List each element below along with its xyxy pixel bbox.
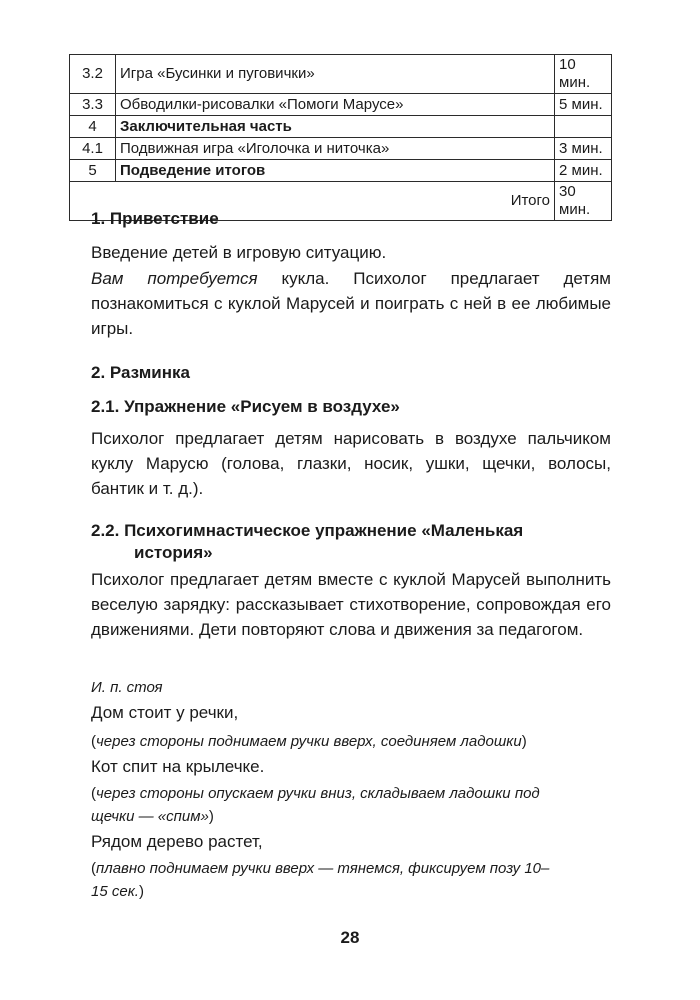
subsection-2-1-heading-wrap <box>91 396 400 418</box>
section-2-heading: 2. Разминка <box>91 363 190 382</box>
section-2-heading-wrap <box>91 362 190 384</box>
row-activity-cell: Подвижная игра «Иголочка и ниточка» <box>116 138 555 160</box>
table-row <box>70 160 612 182</box>
subsection-2-2-text: Психолог предлагает детям вместе с куклой Марусей выполнить веселую зарядку: рассказывает стихотворение, сопровождая его движениями. Дети повторяют слова и движения за педагогом. <box>91 570 611 639</box>
row-activity-cell: Игра «Бусинки и пуговички» <box>116 55 555 94</box>
poem-start-position: И. п. стоя <box>91 679 163 696</box>
row-activity-cell: Подведение итогов <box>116 160 555 182</box>
total-label: Итого <box>70 182 555 221</box>
poem-note-1-text: через стороны поднимаем ручки вверх, соединяем ладошки <box>96 733 522 750</box>
table-row <box>70 138 612 160</box>
subsection-2-2-heading-line1: 2.2. Психогимнастическое упражнение «Маленькая <box>91 521 524 540</box>
row-activity-cell: Заключительная часть <box>116 116 555 138</box>
row-duration-cell: 2 мин. <box>555 160 612 182</box>
poem-line-3: Рядом дерево растет, <box>91 832 263 851</box>
table-row <box>70 55 612 94</box>
table-row <box>70 94 612 116</box>
subsection-2-1-text: Психолог предлагает детям нарисовать в воздухе пальчиком куклу Марусю (голова, глазки, носик, ушки, щечки, волосы, бантик и т. д.). <box>91 429 611 498</box>
total-value: 30 мин. <box>555 182 612 221</box>
section-1-intro: Введение детей в игровую ситуацию. <box>91 243 387 262</box>
row-number-cell: 4.1 <box>70 138 116 160</box>
row-duration-cell: 5 мин. <box>555 94 612 116</box>
row-number-cell: 4 <box>70 116 116 138</box>
section-1-heading-wrap <box>91 208 219 230</box>
subsection-2-2-heading-line2: история» <box>134 543 213 562</box>
row-number-cell: 5 <box>70 160 116 182</box>
lesson-plan-table <box>69 54 612 221</box>
poem-note-3: (плавно поднимаем ручки вверх — тянемся, фиксируем позу 10–15 сек.) <box>91 860 550 900</box>
row-number-cell: 3.3 <box>70 94 116 116</box>
row-activity-cell: Обводилки-рисовалки «Помоги Марусе» <box>116 94 555 116</box>
materials-text: кукла. Психолог предлагает детям познакомиться с куклой Марусей и поиграть с ней в ее любимые игры. <box>91 269 611 338</box>
subsection-2-1-heading: 2.1. Упражнение «Рисуем в воздухе» <box>91 397 400 416</box>
row-number-cell: 3.2 <box>70 55 116 94</box>
section-1-heading: 1. Приветствие <box>91 209 219 228</box>
poem-note-2: (через стороны опускаем ручки вниз, складываем ладошки под щечки — «спим») <box>91 785 540 825</box>
table-row <box>70 116 612 138</box>
materials-label: Вам потребуется <box>91 269 258 288</box>
poem-note-3-text: плавно поднимаем ручки вверх — тянемся, фиксируем позу 10–15 сек. <box>91 860 550 900</box>
poem-note-1: (через стороны поднимаем ручки вверх, соединяем ладошки) <box>91 733 527 750</box>
row-duration-cell: 3 мин. <box>555 138 612 160</box>
poem-note-2-text: через стороны опускаем ручки вниз, складываем ладошки под щечки — «спим» <box>91 785 540 825</box>
section-1-materials <box>91 266 611 341</box>
row-duration-cell: 10 мин. <box>555 55 612 94</box>
subsection-2-2-heading-wrap <box>91 520 523 564</box>
page-number: 28 <box>340 928 360 947</box>
poem-line-1: Дом стоит у речки, <box>91 703 239 722</box>
row-duration-cell <box>555 116 612 138</box>
poem-line-2: Кот спит на крылечке. <box>91 757 265 776</box>
lesson-plan-table-body <box>70 55 612 221</box>
